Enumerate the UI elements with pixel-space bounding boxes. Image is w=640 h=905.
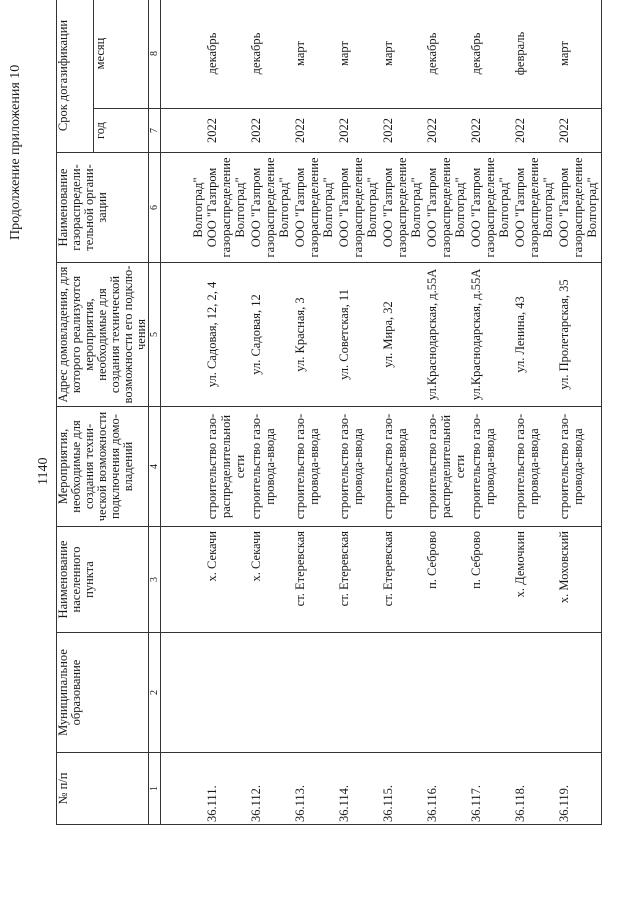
row-number-text: 36.114.	[337, 784, 351, 822]
table-row-fragment	[161, 0, 206, 825]
row-number-text: 36.111.	[205, 785, 219, 822]
address-cell	[249, 263, 293, 407]
month-cell	[513, 0, 557, 109]
gasification-table	[56, 0, 602, 825]
year-text: 2022	[557, 118, 571, 143]
row-number-text: 36.115.	[381, 784, 395, 822]
gdo-text: ООО "Газпром газораспределение Волгоград"	[337, 157, 379, 258]
column-number: 7	[149, 109, 161, 153]
municipality-cell	[557, 633, 602, 753]
gdo-cell	[425, 153, 469, 263]
year-text: 2022	[425, 118, 439, 143]
settlement-cell	[425, 527, 469, 633]
continuation-label: Продолжение приложения 10	[8, 64, 23, 240]
measure-cell	[425, 407, 469, 527]
table-row	[513, 0, 557, 825]
settlement-cell	[513, 527, 557, 633]
gdo-cell	[337, 153, 381, 263]
measure-text: строительство газо-распределительной сети	[425, 413, 467, 520]
month-cell	[249, 0, 293, 109]
gdo-cell	[513, 153, 557, 263]
column-number: 4	[149, 407, 161, 527]
row-number-cell	[425, 753, 469, 825]
header-address: Адрес домовладения, для которого реализуются мероприятия, необходимые для создания технической возможности его подклю-чения	[57, 263, 149, 407]
column-number: 5	[149, 263, 161, 407]
address-cell	[381, 263, 425, 407]
address-text: ул. Советская, 11	[337, 289, 351, 380]
row-number-cell	[381, 753, 425, 825]
gdo-cell	[249, 153, 293, 263]
column-number: 2	[149, 633, 161, 753]
table-row	[557, 0, 602, 825]
table-header-row	[57, 0, 94, 825]
municipality-cell	[425, 633, 469, 753]
gdo-text: ООО "Газпром газораспределение Волгоград"	[425, 157, 467, 258]
table-row	[337, 0, 381, 825]
gdo-cell	[381, 153, 425, 263]
settlement-text: х. Секачи	[249, 531, 263, 582]
gdo-text: ООО "Газпром газораспределение Волгоград"	[293, 157, 335, 258]
municipality-cell	[337, 633, 381, 753]
municipality-cell	[381, 633, 425, 753]
header-month: месяц	[93, 0, 148, 109]
header-no: № п/п	[57, 753, 149, 825]
month-text: декабрь	[249, 32, 263, 75]
measure-cell	[337, 407, 381, 527]
address-text: ул. Красная, 3	[293, 297, 307, 372]
settlement-text: ст. Етеревская	[293, 531, 307, 607]
month-text: март	[293, 41, 307, 66]
settlement-cell	[205, 527, 249, 633]
settlement-cell	[337, 527, 381, 633]
gdo-cell	[205, 153, 249, 263]
measure-text: строительство газо-провода-ввода	[381, 413, 409, 520]
month-cell	[293, 0, 337, 109]
measure-text: строительство газо-провода-ввода	[249, 413, 277, 520]
row-number-text: 36.113.	[293, 784, 307, 822]
address-text: ул.Краснодарская, д.55А	[425, 268, 439, 401]
settlement-cell	[469, 527, 513, 633]
address-text: ул.Краснодарская, д.55А	[469, 268, 483, 401]
gdo-cell	[557, 153, 602, 263]
table-row	[205, 0, 249, 825]
year-text: 2022	[381, 118, 395, 143]
measure-cell	[469, 407, 513, 527]
table-row	[469, 0, 513, 825]
month-text: декабрь	[425, 32, 439, 75]
address-cell	[337, 263, 381, 407]
year-text: 2022	[469, 118, 483, 143]
year-text: 2022	[293, 118, 307, 143]
municipality-cell	[513, 633, 557, 753]
gdo-cell	[469, 153, 513, 263]
address-cell	[205, 263, 249, 407]
row-number-cell	[205, 753, 249, 825]
measure-cell	[205, 407, 249, 527]
column-number: 1	[149, 753, 161, 825]
measure-cell	[557, 407, 602, 527]
column-number: 6	[149, 153, 161, 263]
month-text: декабрь	[205, 32, 219, 75]
gdo-text: ООО "Газпром газораспределение Волгоград"	[205, 157, 247, 258]
column-numbers-row	[149, 0, 161, 825]
header-settlement: Наименование населенного пункта	[57, 527, 149, 633]
header-municipality: Муниципальное образование	[57, 633, 149, 753]
table-row	[293, 0, 337, 825]
address-cell	[425, 263, 469, 407]
year-cell	[337, 109, 381, 153]
year-text: 2022	[205, 118, 219, 143]
settlement-text: ст. Етеревская	[381, 531, 395, 607]
year-cell	[205, 109, 249, 153]
address-cell	[293, 263, 337, 407]
municipality-cell	[293, 633, 337, 753]
settlement-cell	[381, 527, 425, 633]
year-text: 2022	[337, 118, 351, 143]
gdo-fragment: Волгоград"	[191, 177, 205, 238]
measure-text: строительство газо-провода-ввода	[513, 413, 541, 520]
row-number-cell	[249, 753, 293, 825]
row-number-text: 36.118.	[513, 784, 527, 822]
measure-cell	[381, 407, 425, 527]
settlement-text: п. Себрово	[425, 531, 439, 589]
gdo-text: ООО "Газпром газораспределение Волгоград"	[557, 157, 599, 258]
row-number-cell	[293, 753, 337, 825]
month-cell	[337, 0, 381, 109]
measure-text: строительство газо-провода-ввода	[337, 413, 365, 520]
settlement-text: ст. Етеревская	[337, 531, 351, 607]
month-cell	[205, 0, 249, 109]
month-cell	[425, 0, 469, 109]
measure-cell	[249, 407, 293, 527]
month-cell	[557, 0, 602, 109]
row-number-cell	[337, 753, 381, 825]
row-number-cell	[469, 753, 513, 825]
address-text: ул. Садовая, 12, 2, 4	[205, 281, 219, 388]
gdo-cell	[293, 153, 337, 263]
address-text: ул. Мира, 32	[381, 301, 395, 368]
settlement-text: х. Демочкин	[513, 531, 527, 598]
settlement-text: х. Секачи	[205, 531, 219, 582]
measure-text: строительство газо-распределительной сети	[205, 413, 247, 520]
measure-text: строительство газо-провода-ввода	[293, 413, 321, 520]
address-text: ул. Ленина, 43	[513, 296, 527, 373]
address-cell	[557, 263, 602, 407]
address-cell	[469, 263, 513, 407]
measure-cell	[293, 407, 337, 527]
address-text: ул. Садовая, 12	[249, 294, 263, 375]
header-gdo: Наименование газораспредели-тельной органи-зации	[57, 153, 149, 263]
year-cell	[425, 109, 469, 153]
year-text: 2022	[249, 118, 263, 143]
column-number: 3	[149, 527, 161, 633]
measure-text: строительство газо-провода-ввода	[469, 413, 497, 520]
month-text: март	[557, 41, 571, 66]
header-measures: Мероприятия, необходимые для создания техни-ческой возможности подключения домо-владений	[57, 407, 149, 527]
year-cell	[249, 109, 293, 153]
header-term: Срок догазификации	[57, 0, 94, 153]
month-text: март	[381, 41, 395, 66]
address-cell	[513, 263, 557, 407]
year-cell	[557, 109, 602, 153]
measure-cell	[513, 407, 557, 527]
month-cell	[469, 0, 513, 109]
settlement-cell	[293, 527, 337, 633]
row-number-cell	[513, 753, 557, 825]
page-number: 1140	[36, 457, 51, 485]
gdo-text: ООО "Газпром газораспределение Волгоград"	[513, 157, 555, 258]
year-cell	[469, 109, 513, 153]
gdo-text: ООО "Газпром газораспределение Волгоград"	[381, 157, 423, 258]
row-number-text: 36.119.	[557, 784, 571, 822]
year-cell	[381, 109, 425, 153]
row-number-text: 36.116.	[425, 784, 439, 822]
address-text: ул. Пролетарская, 35	[557, 279, 571, 390]
row-number-text: 36.112.	[249, 784, 263, 822]
month-cell	[381, 0, 425, 109]
month-text: март	[337, 41, 351, 66]
table-row	[249, 0, 293, 825]
settlement-text: х. Моховский	[557, 531, 571, 604]
header-year: год	[93, 109, 148, 153]
gdo-text: ООО "Газпром газораспределение Волгоград"	[469, 157, 511, 258]
municipality-cell	[249, 633, 293, 753]
municipality-cell	[205, 633, 249, 753]
settlement-cell	[249, 527, 293, 633]
settlement-cell	[557, 527, 602, 633]
row-number-text: 36.117.	[469, 784, 483, 822]
measure-text: строительство газо-провода-ввода	[557, 413, 585, 520]
month-text: декабрь	[469, 32, 483, 75]
year-cell	[293, 109, 337, 153]
settlement-text: п. Себрово	[469, 531, 483, 589]
year-cell	[513, 109, 557, 153]
row-number-cell	[557, 753, 602, 825]
year-text: 2022	[513, 118, 527, 143]
table-row	[425, 0, 469, 825]
table-row	[381, 0, 425, 825]
column-number: 8	[149, 0, 161, 109]
month-text: февраль	[513, 31, 527, 76]
gdo-text: ООО "Газпром газораспределение Волгоград"	[249, 157, 291, 258]
municipality-cell	[469, 633, 513, 753]
